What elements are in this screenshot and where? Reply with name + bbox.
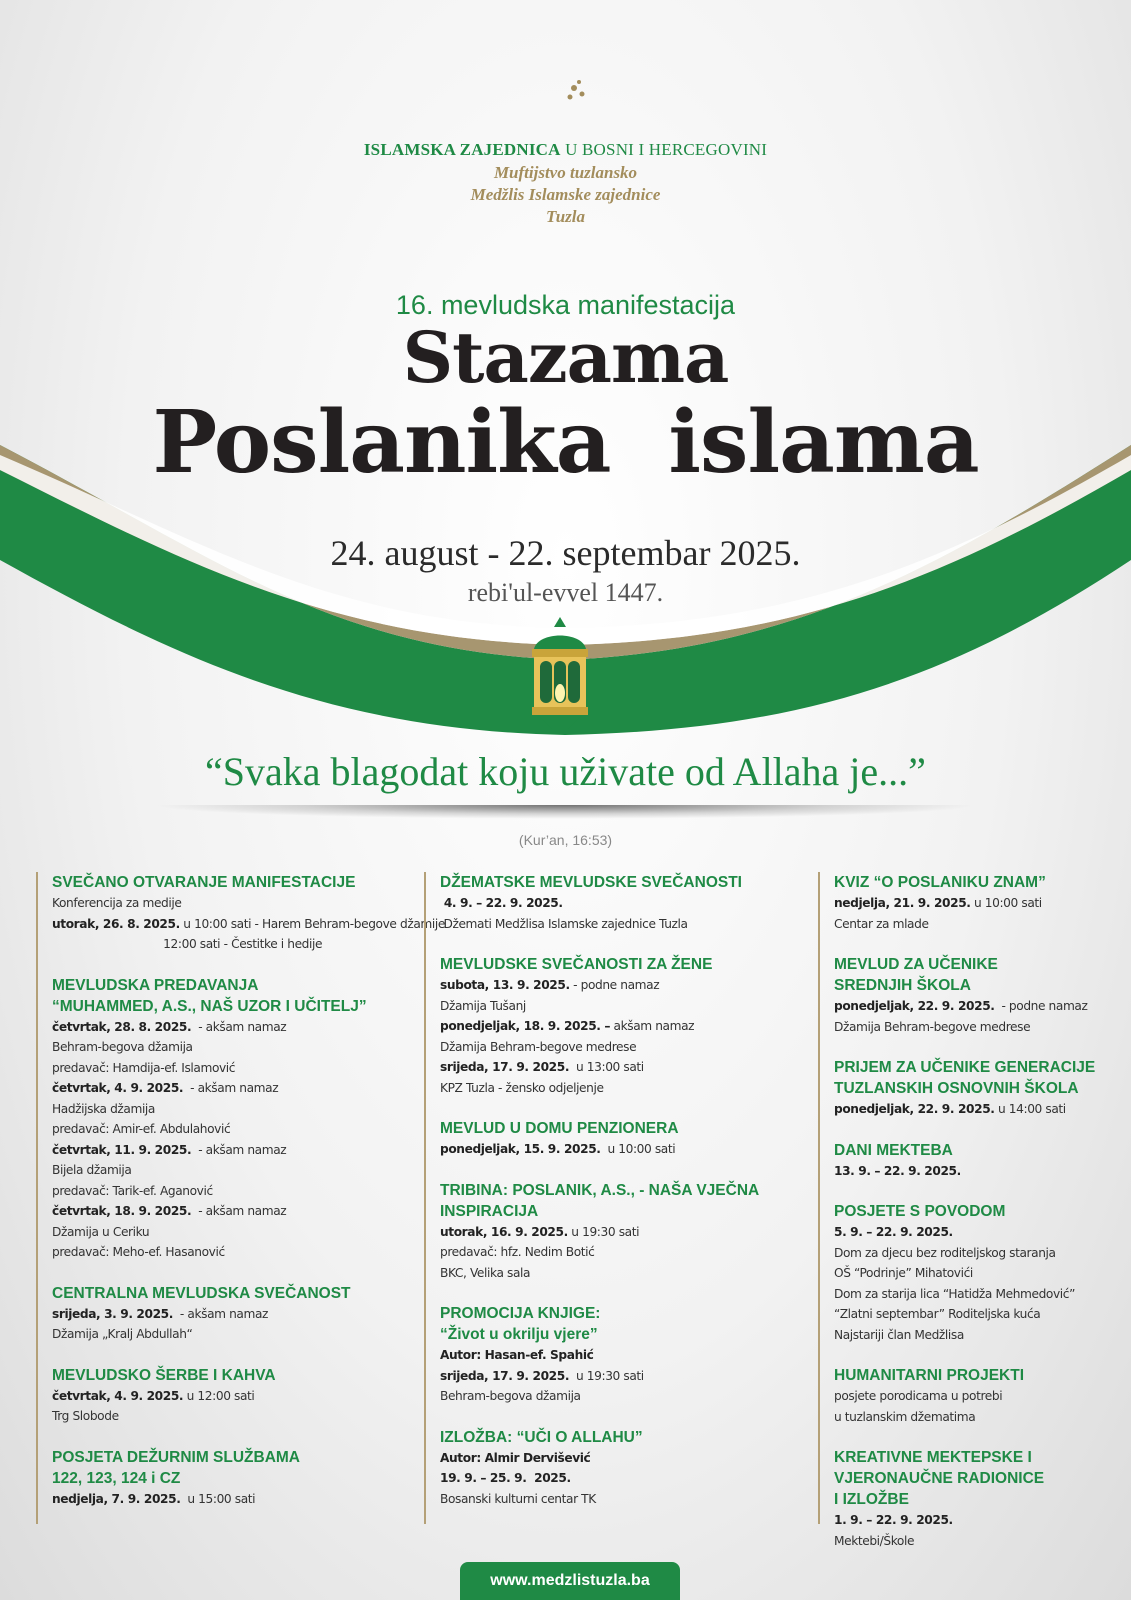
section-line [834,1243,1124,1264]
section-line [52,1078,412,1099]
program-section [834,1447,1124,1551]
line-text: Behram-begova džamija [440,1389,581,1403]
quote-underline [150,805,980,819]
line-text: akšam namaz [610,1019,695,1033]
section-title: MEVLUD ZA UČENIKE SREDNJIH ŠKOLA [834,956,998,994]
line-date: 4. 9. – 22. 9. 2025. [440,896,563,910]
section-line [440,1057,780,1078]
line-text: posjete porodicama u potrebi [834,1389,1003,1403]
section-line [440,1345,780,1366]
org-name-bold: ISLAMSKA ZAJEDNICA [363,140,561,159]
section-title: MEVLUDSKA PREDAVANJA “MUHAMMED, A.S., NAŠ UZOR I UČITELJ” [52,976,367,1015]
line-text: KPZ Tuzla - žensko odjeljenje [440,1080,604,1095]
section-line [834,1386,1124,1407]
section-line [52,893,412,914]
section-line [834,1284,1124,1305]
program-column-1 [36,872,445,1524]
section-line [440,1037,780,1058]
section-line [52,1406,412,1427]
line-text: - akšam namaz [191,1142,287,1157]
section-line [52,914,445,935]
line-text: 12:00 sati - Čestitke i hedije [52,937,323,951]
line-text: Dom za djecu bez roditeljskog staranja [834,1245,1056,1260]
section-line [52,1304,412,1325]
line-text: - akšam namaz [172,1306,269,1321]
section-line [52,1119,412,1140]
section-line [52,1222,412,1243]
section-line [440,1016,780,1037]
line-text: predavač: Hamdija-ef. Islamović [52,1060,236,1075]
line-text: predavač: hfz. Nedim Botić [440,1245,595,1259]
lantern-icon [520,615,600,735]
line-date: 1. 9. – 22. 9. 2025. [834,1513,953,1527]
line-text: Hadžijska džamija [52,1101,155,1116]
section-title: POSJETA DEŽURNIM SLUŽBAMA 122, 123, 124 i CZ [52,1448,300,1487]
section-title: DŽEMATSKE MEVLUDSKE SVEČANOSTI [440,874,742,891]
section-line [440,1078,780,1099]
section-line [440,996,780,1017]
section-title: TRIBINA: POSLANIK, A.S., - NAŠA VJEČNA INSPIRACIJA [440,1181,760,1220]
line-text: u tuzlanskim džematima [834,1409,976,1424]
line-text: - akšam namaz [191,1019,287,1034]
program-section [834,954,1124,1037]
line-date: 5. 9. – 22. 9. 2025. [834,1225,953,1239]
line-text: predavač: Amir-ef. Abdulahović [52,1122,231,1136]
section-line [440,1386,780,1407]
program-column-3 [818,872,1124,1548]
line-text: Najstariji član Medžlisa [834,1327,964,1342]
program-section [440,954,780,1098]
line-text: BKC, Velika sala [440,1265,531,1280]
section-title: DANI MEKTEBA [834,1141,953,1159]
section-line [52,1181,412,1202]
section-line [834,1263,1124,1284]
section-line [834,1161,1124,1182]
line-date: ponedjeljak, 22. 9. 2025. [834,999,995,1013]
section-title: KVIZ “O POSLANIKU ZNAM” [834,874,1046,891]
muftiate-name: Muftijstvo tuzlansko [493,163,638,182]
line-text: Konferencija za medije [52,896,182,910]
title-line-2: Poslanika islama [152,392,979,493]
section-title: MEVLUDSKE SVEČANOSTI ZA ŽENE [440,956,713,973]
section-title: PROMOCIJA KNJIGE: “Život u okrilju vjere” [440,1305,601,1343]
section-title: SVEČANO OTVARANJE MANIFESTACIJE [52,874,356,891]
line-text: Džemati Medžlisa Islamske zajednice Tuzla [440,916,688,931]
line-date: srijeda, 17. 9. 2025. [440,1368,570,1383]
line-text: Džamija Tušanj [440,998,526,1013]
line-date: 19. 9. – 25. 9. 2025. [440,1471,571,1485]
section-line [834,1099,1124,1120]
section-line [440,914,780,935]
section-line [834,1531,1124,1552]
section-line [52,1242,412,1263]
line-date: srijeda, 3. 9. 2025. [52,1306,173,1321]
line-text: - podne namaz [994,999,1088,1013]
line-text: Džamija u Ceriku [52,1224,150,1239]
section-line [834,1510,1124,1531]
edition-label: 16. mevludska manifestacija [395,290,736,320]
line-text: u 10:00 sati [600,1142,676,1156]
section-line [440,1139,780,1160]
section-line [52,1099,412,1120]
line-text: predavač: Tarik-ef. Aganović [52,1183,213,1198]
event-dates: 24. august - 22. septembar 2025. [330,533,801,573]
line-text: u 10:00 sati [970,896,1042,910]
line-text: u 19:30 sati [567,1224,640,1239]
section-line [52,1386,412,1407]
line-text: u 19:30 sati [569,1368,644,1383]
section-line [440,1263,780,1284]
line-date: nedjelja, 21. 9. 2025. [834,896,971,910]
section-title: CENTRALNA MEVLUDSKA SVEČANOST [52,1284,351,1302]
section-line [52,1058,412,1079]
line-text: Trg Slobode [52,1409,119,1423]
line-text: “Zlatni septembar” Roditeljska kuća [834,1307,1041,1321]
quote: “Svaka blagodat koju uživate od Allaha je...” [205,749,926,794]
org-name-rest: U BOSNI I HERCEGOVINI [560,140,768,159]
quote-reference: (Kur’an, 16:53) [518,832,613,848]
section-line [52,1037,412,1058]
line-text: u 12:00 sati [183,1388,255,1403]
section-line [440,975,780,996]
program-section [52,1365,412,1427]
program-section [52,1283,412,1345]
line-text: u 13:00 sati [569,1060,644,1074]
section-line [834,1304,1124,1325]
line-date: četvrtak, 4. 9. 2025. [52,1388,184,1403]
program-section [834,1365,1124,1427]
line-text: u 10:00 sati - Harem Behram-begove džamije [179,916,445,931]
section-line [52,1017,412,1038]
line-text: - akšam namaz [191,1204,287,1218]
section-line [440,1366,780,1387]
section-line [52,1140,412,1161]
line-date: Autor: Almir Dervišević [440,1450,591,1465]
program-section [52,872,445,955]
city-name: Tuzla [545,207,586,226]
program-section [440,1118,780,1160]
program-section [440,1427,780,1510]
section-line [52,1201,412,1222]
section-line [834,1017,1124,1038]
line-date: 13. 9. – 22. 9. 2025. [834,1163,961,1178]
line-date: utorak, 16. 9. 2025. [440,1224,568,1239]
section-title: MEVLUDSKO ŠERBE I KAHVA [52,1366,276,1384]
line-text: Džamija Behram-begove medrese [440,1039,637,1054]
program-section [834,1140,1124,1182]
section-line [52,1489,412,1510]
line-text: OŠ “Podrinje” Mihatovići [834,1266,973,1280]
organization-name [0,140,1131,160]
program-column-2 [424,872,780,1524]
line-text: Mektebi/Škole [834,1533,915,1548]
section-line [834,1407,1124,1428]
line-text: Behram-begova džamija [52,1040,193,1054]
line-text: predavač: Meho-ef. Hasanović [52,1245,225,1259]
islamic-community-logo [530,64,600,124]
section-line [52,1160,412,1181]
section-title: HUMANITARNI PROJEKTI [834,1367,1025,1384]
section-line [834,996,1124,1017]
line-text: - akšam namaz [183,1081,279,1095]
section-line [440,1468,780,1489]
line-date: ponedjeljak, 15. 9. 2025. [440,1142,601,1156]
line-date: četvrtak, 4. 9. 2025. [52,1081,184,1095]
section-title: PRIJEM ZA UČENIKE GENERACIJE TUZLANSKIH OSNOVNIH ŠKOLA [834,1059,1096,1097]
line-text: Dom za starija lica “Hatidža Mehmedović” [834,1286,1075,1301]
section-line [440,1242,780,1263]
line-text: u 15:00 sati [180,1491,256,1506]
council-name: Medžlis Islamske zajednice [470,185,661,204]
line-date: subota, 13. 9. 2025. [440,978,570,992]
hijri-date: rebi'ul-evvel 1447. [467,578,664,607]
line-text: Centar za mlade [834,916,929,931]
line-text: - podne namaz [569,978,660,992]
section-line [52,1324,412,1345]
program-section [52,975,412,1263]
program-section [52,1447,412,1510]
program-section [440,1303,780,1407]
program-section [834,1201,1124,1345]
section-line [440,893,780,914]
section-title: MEVLUD U DOMU PENZIONERA [440,1120,679,1137]
section-line [834,893,1124,914]
title-line-1: Stazama [402,316,729,399]
line-date: Autor: Hasan-ef. Spahić [440,1348,594,1362]
line-date: srijeda, 17. 9. 2025. [440,1060,570,1074]
section-line [52,934,412,955]
line-date: četvrtak, 28. 8. 2025. [52,1019,192,1034]
line-date: četvrtak, 18. 9. 2025. [52,1204,192,1218]
section-line [834,1222,1124,1243]
section-line [834,1325,1124,1346]
section-line [440,1448,780,1469]
website-link[interactable]: www.medzlistuzla.ba [460,1562,680,1600]
line-date: četvrtak, 11. 9. 2025. [52,1142,192,1157]
program-section [834,872,1124,934]
line-date: nedjelja, 7. 9. 2025. [52,1491,181,1506]
line-text: u 14:00 sati [994,1102,1066,1116]
section-title: IZLOŽBA: “UČI O ALLAHU” [440,1428,643,1446]
section-line [834,914,1124,935]
line-date: ponedjeljak, 18. 9. 2025. – [440,1019,611,1033]
line-text: Džamija „Kralj Abdullah“ [52,1327,193,1341]
line-date: ponedjeljak, 22. 9. 2025. [834,1102,995,1116]
program-section [834,1057,1124,1120]
section-title: POSJETE S POVODOM [834,1203,1006,1220]
line-text: Džamija Behram-begove medrese [834,1019,1031,1034]
line-text: Bijela džamija [52,1163,132,1177]
program-section [440,1180,780,1284]
section-title: KREATIVNE MEKTEPSKE I VJERONAUČNE RADIONICE I IZLOŽBE [834,1449,1045,1508]
line-text: Bosanski kulturni centar TK [440,1491,596,1506]
section-line [440,1489,780,1510]
section-line [440,1222,780,1243]
program-section [440,872,780,934]
line-date: utorak, 26. 8. 2025. [52,916,180,931]
